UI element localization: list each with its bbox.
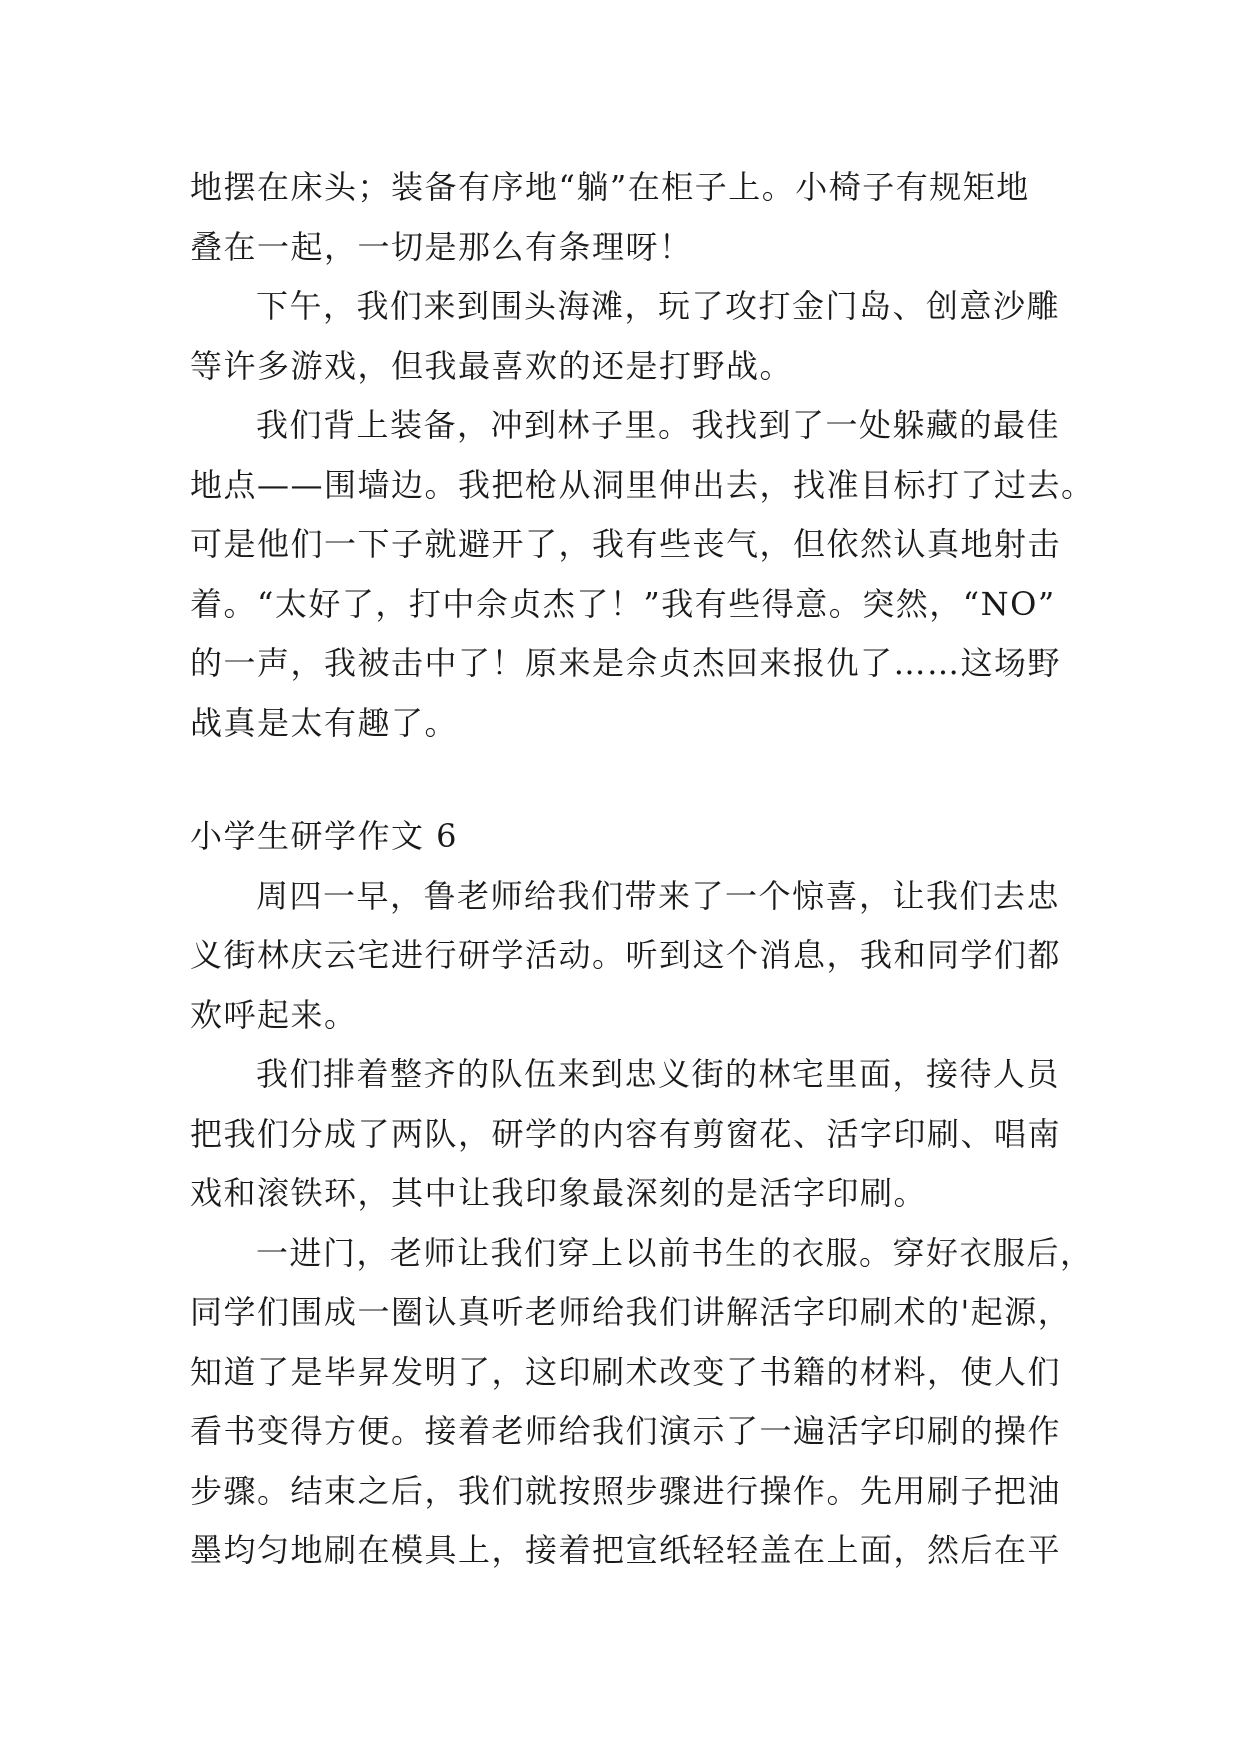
text-line: 下午，我们来到围头海滩，玩了攻打金门岛、创意沙雕: [256, 287, 1061, 325]
section-spacer: [190, 753, 1060, 807]
section-heading: 小学生研学作文 6: [190, 817, 459, 855]
text-line: 墨均匀地刷在模具上，接着把宣纸轻轻盖在上面，然后在平: [190, 1531, 1062, 1569]
text-line: 我们排着整齐的队伍来到忠义街的林宅里面，接待人员: [256, 1055, 1061, 1093]
text-line: 看书变得方便。接着老师给我们演示了一遍活字印刷的操作: [190, 1412, 1062, 1450]
text-line: 同学们围成一圈认真听老师给我们讲解活字印刷术的'起源，: [190, 1293, 1072, 1331]
text-line: 等许多游戏，但我最喜欢的还是打野战。: [190, 346, 794, 385]
text-line: 叠在一起，一切是那么有条理呀！: [190, 227, 693, 266]
text-line: 把我们分成了两队，研学的内容有剪窗花、活字印刷、唱南: [190, 1114, 1062, 1153]
document-body: [190, 158, 1095, 1581]
text-line: 地点——围墙边。我把枪从洞里伸出去，找准目标打了过去。: [190, 465, 1095, 504]
text-line: 可是他们一下子就避开了，我有些丧气，但依然认真地射击: [190, 525, 1062, 563]
text-line: 战真是太有趣了。: [190, 703, 459, 742]
text-line: 戏和滚铁环，其中让我印象最深刻的是活字印刷。: [190, 1174, 928, 1212]
paragraph: [190, 867, 1060, 1046]
text-line: 一进门，老师让我们穿上以前书生的衣服。穿好衣服后，: [256, 1233, 1094, 1272]
text-line: 义街林庆云宅进行研学活动。听到这个消息，我和同学们都: [190, 936, 1062, 974]
text-line: 的一声，我被击中了！原来是佘贞杰回来报仇了……这场野: [190, 644, 1062, 682]
text-line: 地摆在床头；装备有序地“躺”在柜子上。小椅子有规矩地: [190, 168, 1030, 206]
text-line: 欢呼起来。: [190, 995, 358, 1034]
text-line: 我们背上装备，冲到林子里。我找到了一处躲藏的最佳: [256, 406, 1061, 444]
paragraph: [190, 1045, 1060, 1224]
text-line: 步骤。结束之后，我们就按照步骤进行操作。先用刷子把油: [190, 1471, 1062, 1510]
text-line: 知道了是毕昇发明了，这印刷术改变了书籍的材料，使人们: [190, 1352, 1062, 1391]
text-line: 着。“太好了，打中佘贞杰了！”我有些得意。突然，“NO”: [190, 584, 1056, 623]
text-line: 周四一早，鲁老师给我们带来了一个惊喜，让我们去忠: [256, 876, 1061, 915]
paragraph: [190, 396, 1095, 753]
paragraph: [190, 277, 1060, 396]
paragraph: [190, 1224, 1094, 1581]
paragraph: [190, 158, 1060, 277]
